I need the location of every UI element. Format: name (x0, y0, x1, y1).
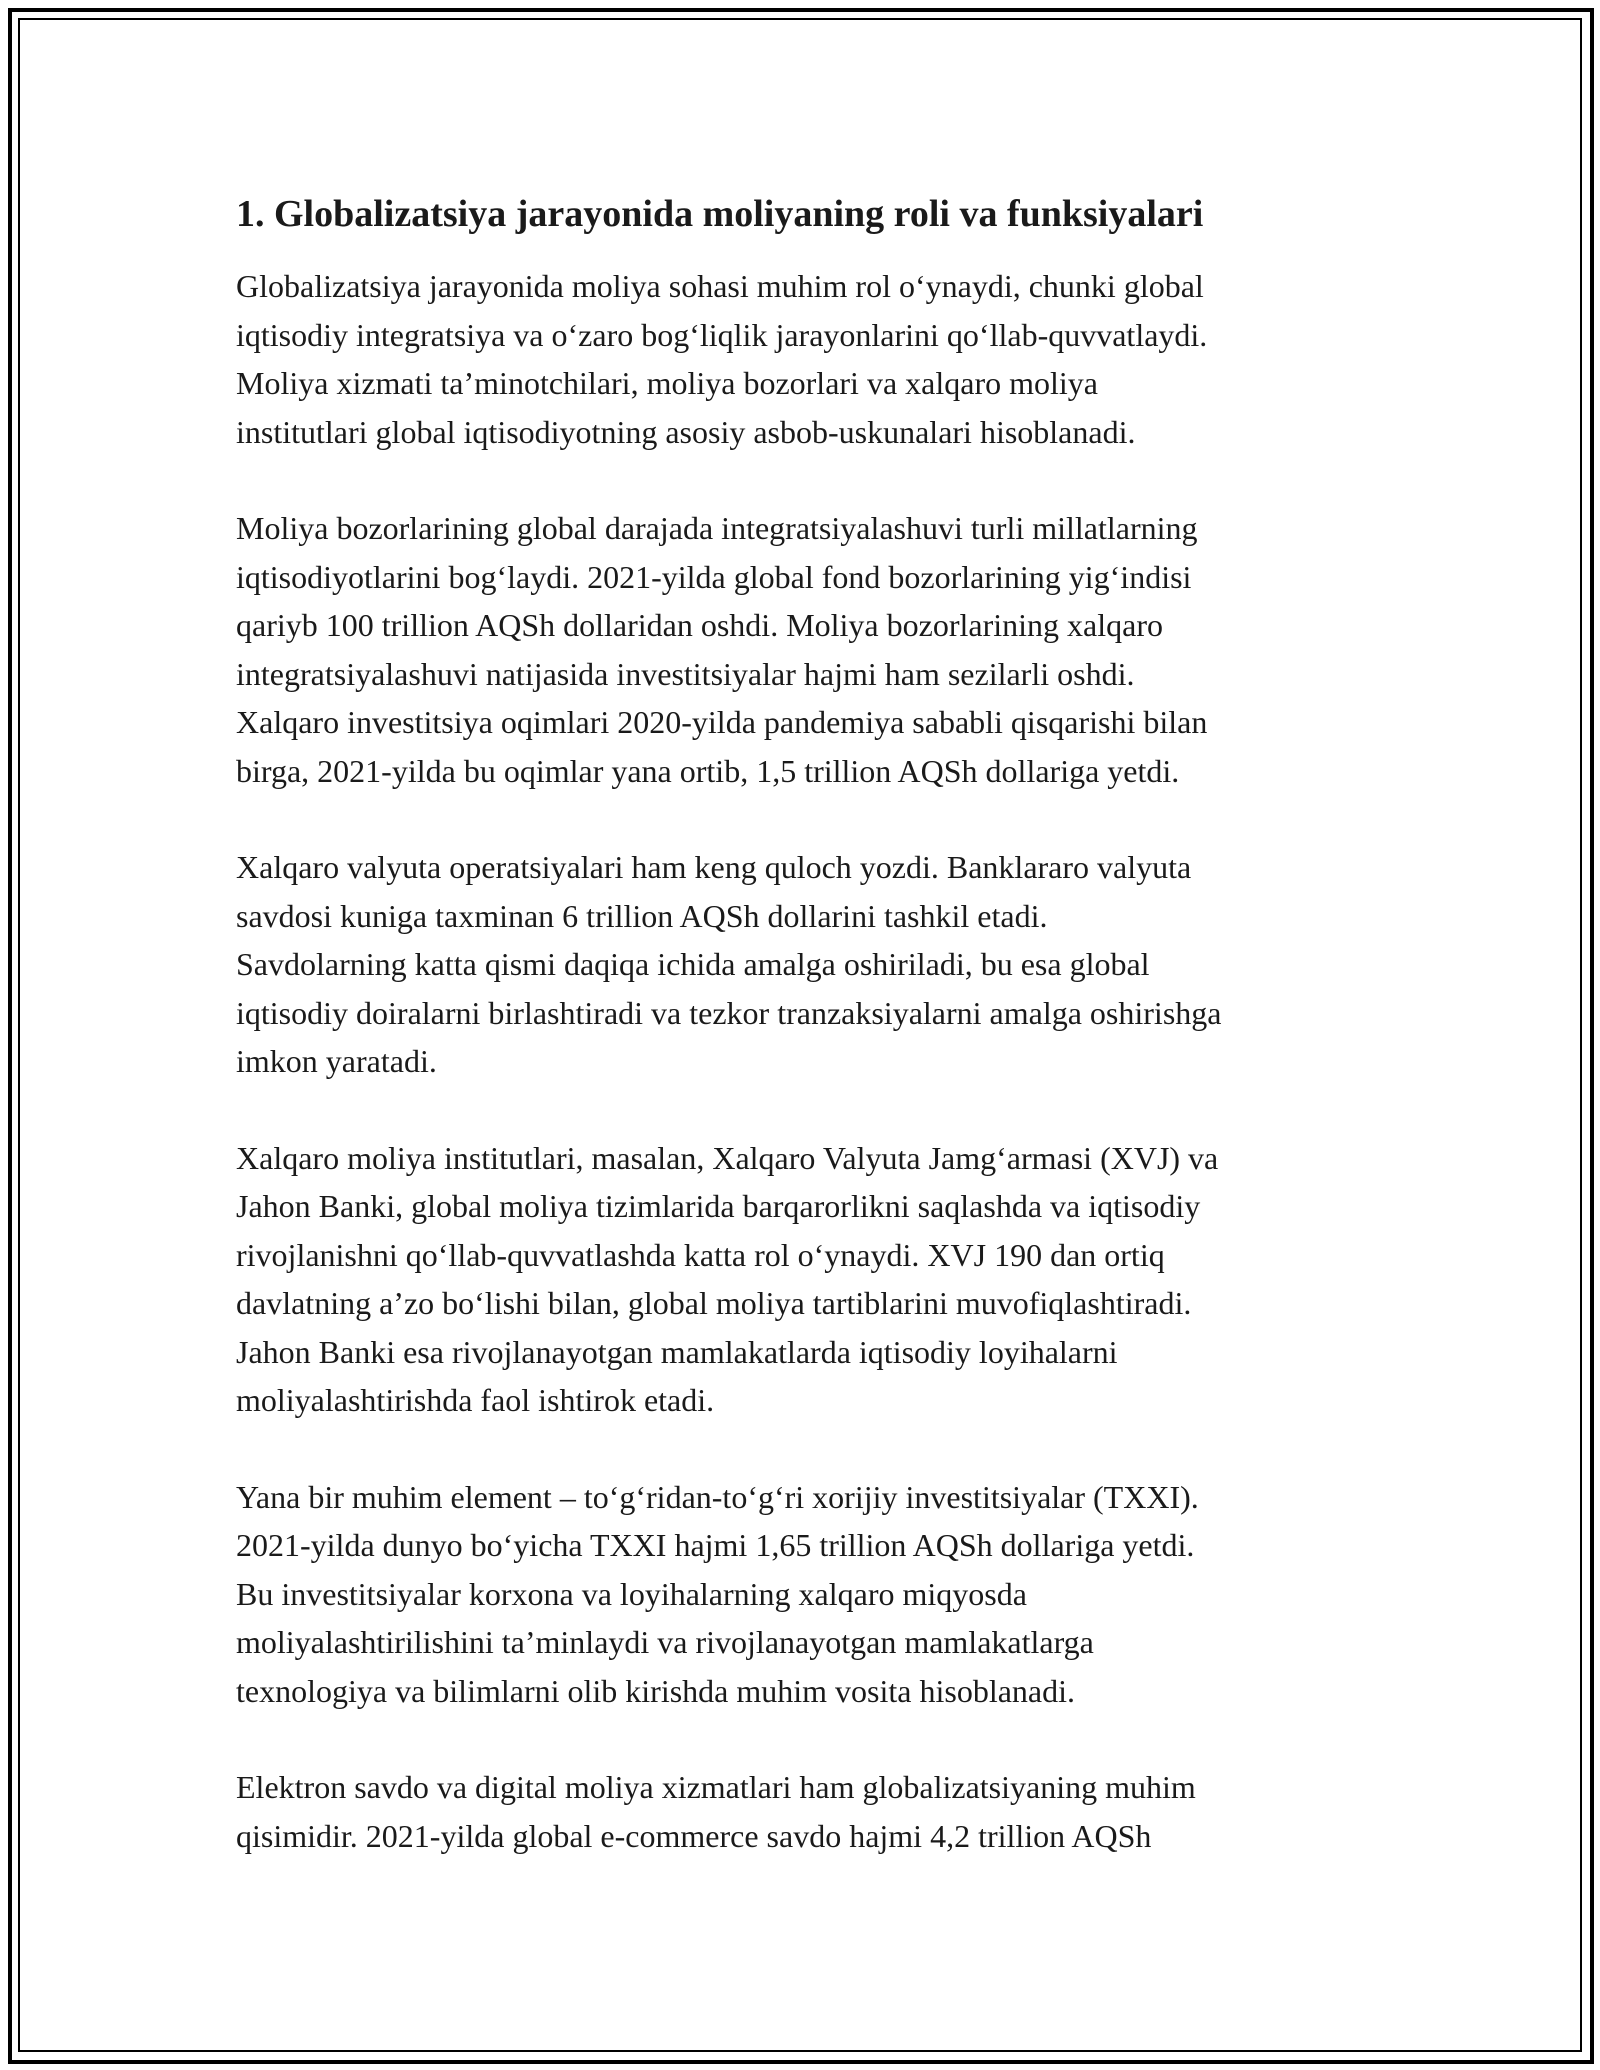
text-line: Xalqaro moliya institutlari, masalan, Xalqaro Valyuta Jamg‘armasi (XVJ) va (236, 1139, 1219, 1176)
text-line: Bu investitsiyalar korxona va loyihalarning xalqaro miqyosda (236, 1575, 1027, 1612)
text-line: imkon yaratadi. (236, 1043, 437, 1079)
text-line: iqtisodiyotlarini bog‘laydi. 2021-yilda global fond bozorlarining yig‘indisi (236, 558, 1192, 595)
text-line: Jahon Banki, global moliya tizimlarida barqarorlikni saqlashda va iqtisodiy (236, 1188, 1201, 1224)
text-line: Yana bir muhim element – to‘g‘ridan-to‘g‘ri xorijiy investitsiyalar (TXXI). (236, 1478, 1199, 1515)
text-line: Moliya bozorlarining global darajada integratsiyalashuvi turli millatlarning (236, 510, 1198, 546)
text-line: savdosi kuniga taxminan 6 trillion AQSh dollarini tashkil etadi. (236, 897, 1048, 934)
text-line: Savdolarning katta qismi daqiqa ichida amalga oshiriladi, bu esa global (236, 946, 1150, 982)
text-line: moliyalashtirishda faol ishtirok etadi. (236, 1382, 715, 1418)
document-page (236, 186, 1396, 1908)
text-line: birga, 2021-yilda bu oqimlar yana ortib, 1,5 trillion AQSh dollariga yetdi. (236, 752, 1180, 789)
text-line: 2021-yilda dunyo bo‘yicha TXXI hajmi 1,65 trillion AQSh dollariga yetdi. (236, 1527, 1195, 1563)
text-line: qariyb 100 trillion AQSh dollaridan oshdi. Moliya bozorlarining xalqaro (236, 607, 1163, 643)
paragraph (236, 262, 1396, 456)
text-line: rivojlanishni qo‘llab-quvvatlashda katta rol o‘ynaydi. XVJ 190 dan ortiq (236, 1236, 1165, 1273)
paragraph (236, 1473, 1396, 1716)
text-line: integratsiyalashuvi natijasida investitsiyalar hajmi ham sezilarli oshdi. (236, 655, 1135, 692)
text-line: Elektron savdo va digital moliya xizmatlari ham globalizatsiyaning muhim (236, 1769, 1196, 1805)
text-line: institutlari global iqtisodiyotning asosiy asbob-uskunalari hisoblanadi. (236, 413, 1136, 450)
text-line: Jahon Banki esa rivojlanayotgan mamlakatlarda iqtisodiy loyihalarni (236, 1333, 1118, 1370)
text-line: Xalqaro investitsiya oqimlari 2020-yilda pandemiya sababli qisqarishi bilan (236, 704, 1208, 740)
paragraph (236, 843, 1396, 1086)
text-line: qisimidir. 2021-yilda global e-commerce savdo hajmi 4,2 trillion AQSh (236, 1817, 1152, 1854)
text-line: davlatning a’zo bo‘lishi bilan, global moliya tartiblarini muvofiqlashtiradi. (236, 1285, 1192, 1321)
text-line: Moliya xizmati ta’minotchilari, moliya bozorlari va xalqaro moliya (236, 365, 1098, 401)
section-heading: 1. Globalizatsiya jarayonida moliyaning roli va funksiyalari (236, 193, 1204, 235)
paragraph (236, 504, 1396, 795)
text-line: iqtisodiy doiralarni birlashtiradi va tezkor tranzaksiyalarni amalga oshirishga (236, 994, 1222, 1031)
text-line: Xalqaro valyuta operatsiyalari ham keng quloch yozdi. Banklararo valyuta (236, 849, 1192, 885)
paragraph (236, 1134, 1396, 1425)
paragraph (236, 1763, 1396, 1860)
text-line: moliyalashtirilishini ta’minlaydi va rivojlanayotgan mamlakatlarga (236, 1624, 1094, 1660)
text-line: Globalizatsiya jarayonida moliya sohasi muhim rol o‘ynaydi, chunki global (236, 268, 1204, 304)
text-line: iqtisodiy integratsiya va o‘zaro bog‘liqlik jarayonlarini qo‘llab-quvvatlaydi. (236, 316, 1208, 353)
text-line: texnologiya va bilimlarni olib kirishda muhim vosita hisoblanadi. (236, 1672, 1075, 1709)
